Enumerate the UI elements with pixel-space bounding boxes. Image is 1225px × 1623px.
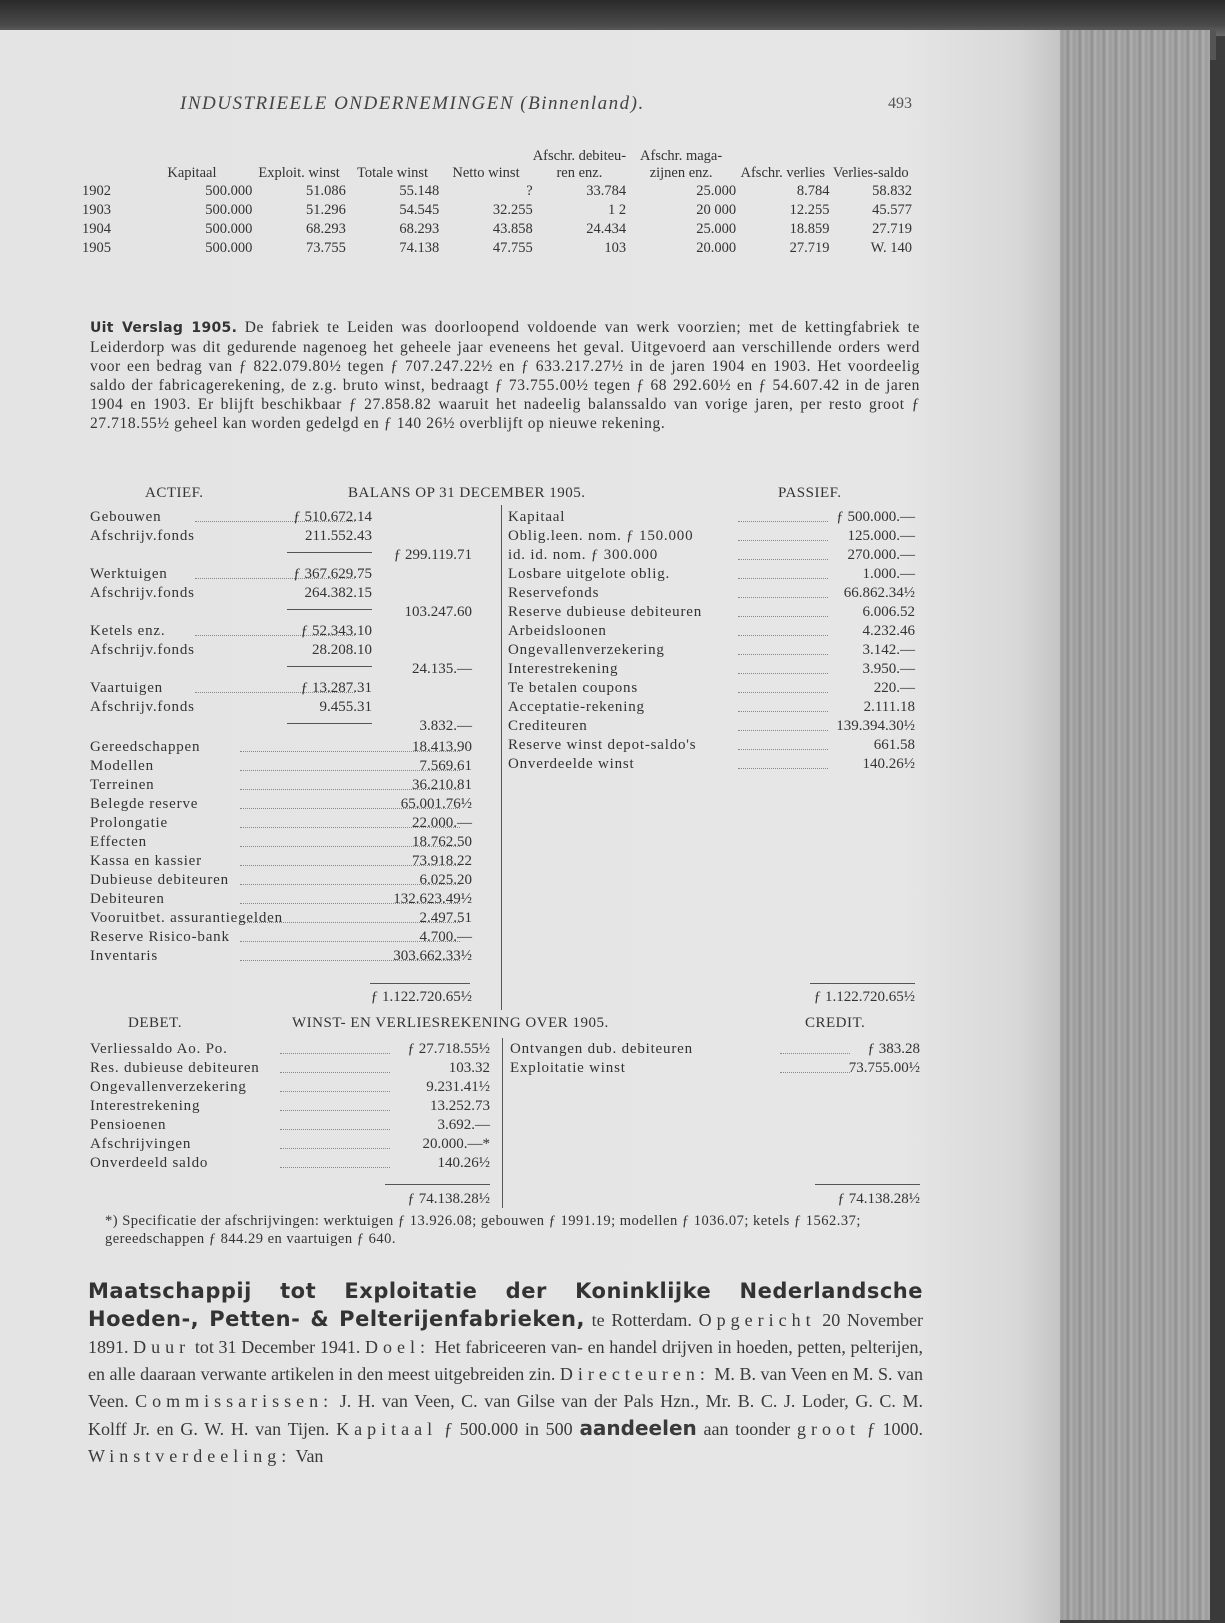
actief-item-row-amount: 18.762.50 <box>412 834 472 850</box>
debet-row <box>90 1059 490 1078</box>
balance-title: BALANS OP 31 DECEMBER 1905. <box>348 485 586 501</box>
passief-item-row-amount: 4.232.46 <box>862 623 915 639</box>
duur-value: tot 31 December 1941. <box>194 1337 361 1357</box>
passief-item-row-label: Onverdeelde winst <box>508 756 635 772</box>
credit-total-rule <box>815 1184 920 1185</box>
dot-leader <box>280 1097 390 1111</box>
actief-asset-row-amount: ƒ 367.629.75 <box>293 566 372 582</box>
debet-row-label: Ongevallenverzekering <box>90 1079 247 1095</box>
commissarissen-label: Commissarissen: <box>135 1391 334 1411</box>
stats-year: 1903 <box>82 202 111 218</box>
report-text: De fabriek te Leiden was doorloopend voldoende van werk voorzien; met de kettingfabriek te Leiderdorp was dit gedurende nagenoeg het geheele jaar eveneens het geval. Uitgevoerd aan verschillende orders werd voor een bedrag van ƒ 822.079.80½ tegen ƒ 707.247.22½ en ƒ 633.217.27½ in de jaren 1904 en 1903. Het voordeelig saldo der fabricagerekening, de z.g. bruto winst, bedraagt ƒ 73.755.00½ tegen ƒ 68 292.60½ en ƒ 54.607.42 in de jaren 1904 en 1903. Er blijft beschikbaar ƒ 27.858.82 waaruit het nadeelig balanssaldo van vorige jaren, per resto groot ƒ 27.718.55½ geheel kan worden gedelgd en ƒ 140 26½ overblijft op nieuwe rekening. <box>90 319 921 432</box>
stats-cell: 8.784 <box>796 183 830 199</box>
pl-title: WINST- EN VERLIESREKENING OVER 1905. <box>292 1015 609 1031</box>
stats-cell: 54.545 <box>399 202 440 218</box>
stats-cell: 500.000 <box>205 240 253 256</box>
aandeelen-rest: aan toonder <box>703 1419 791 1439</box>
dot-leader <box>280 1135 390 1149</box>
credit-total: ƒ 74.138.28½ <box>837 1191 920 1207</box>
page-number: 493 <box>888 95 912 112</box>
actief-item-row-amount: 18.413.90 <box>412 739 472 755</box>
actief-item-row-amount: 73.918.22 <box>412 853 472 869</box>
actief-item-row-label: Kassa en kassier <box>90 853 202 869</box>
actief-asset-row-label: Ketels enz. <box>90 623 166 639</box>
actief-net-value: 24.135.— <box>412 661 472 677</box>
report-lead: Uit Verslag 1905. <box>90 320 238 336</box>
passief-item-row-amount: 66.862.34½ <box>843 585 915 601</box>
dot-leader <box>280 1040 390 1054</box>
stats-cell: 25.000 <box>696 221 737 237</box>
actief-item-row-label: Belegde reserve <box>90 796 199 812</box>
actief-total: ƒ 1.122.720.65½ <box>370 989 472 1005</box>
stats-cell: 33.784 <box>586 183 627 199</box>
stats-cell: 500.000 <box>205 183 253 199</box>
passief-item-row-label: Crediteuren <box>508 718 588 734</box>
col-afschr-debiteuren: Afschr. debiteu-ren enz. <box>532 148 627 181</box>
debet-heading: DEBET. <box>128 1015 182 1031</box>
actief-item-row-label: Dubieuse debiteuren <box>90 872 229 888</box>
passief-item-row-amount: 6.006.52 <box>862 604 915 620</box>
passief-item-row-label: Reserve dubieuse debiteuren <box>508 604 703 620</box>
commissarissen-value: J. H. van Veen, C. van Gilse van der Pals Hzn., Mr. B. C. J. Loder, G. C. M. Kolff Jr. en G. W. H. van Tijen. <box>88 1391 924 1439</box>
actief-depreciation-row-label: Afschrijv.fonds <box>90 528 195 544</box>
passief-item-row-amount: ƒ 500.000.— <box>836 509 915 525</box>
actief-item-row-amount: 132.623.49½ <box>393 891 472 907</box>
passief-item-row-amount: 140.26½ <box>862 756 915 772</box>
col-exploit-winst: Exploit. winst <box>258 165 340 181</box>
doel-value: Het fabriceeren van- en handel drijven in hoeden, petten, pelterijen, en alle daaraan verwante artikelen in den meest uitgebreiden zin. <box>88 1337 923 1384</box>
stats-cell: 20 000 <box>696 202 737 218</box>
stats-cell: 32.255 <box>492 202 533 218</box>
debet-row-label: Onverdeeld saldo <box>90 1155 209 1171</box>
pl-divider <box>502 1038 503 1208</box>
stats-cell: 27.719 <box>789 240 830 256</box>
company-entry <box>88 1278 923 1470</box>
stats-cell: 20.000 <box>696 240 737 256</box>
debet-row <box>90 1078 490 1097</box>
col-kapitaal: Kapitaal <box>167 165 217 181</box>
company-name: Maatschappij tot Exploitatie der Koninklijke Nederlandsche Hoeden-, Petten- & Pelterijenfabrieken, <box>88 1279 923 1331</box>
col-afschr-verlies: Afschr. verlies <box>740 165 826 181</box>
actief-item-row-amount: 2.497.51 <box>419 910 472 926</box>
actief-asset-row-label: Gebouwen <box>90 509 162 525</box>
stats-cell: 47.755 <box>492 240 533 256</box>
duur-label: Duur <box>133 1337 191 1357</box>
passief-total: ƒ 1.122.720.65½ <box>813 989 915 1005</box>
dot-leader <box>280 1116 390 1130</box>
passief-item-row-amount: 220.— <box>873 680 915 696</box>
actief-asset-row-amount: ƒ 510.672.14 <box>293 509 372 525</box>
stats-cell: 51.296 <box>305 202 346 218</box>
actief-item-row-label: Inventaris <box>90 948 158 964</box>
groot-label: groot <box>797 1419 860 1439</box>
actief-item-row-label: Vooruitbet. assurantiegelden <box>90 910 283 926</box>
stats-cell: 43.858 <box>492 221 533 237</box>
debet-row-label: Afschrijvingen <box>90 1136 192 1152</box>
stats-cell: 55.148 <box>399 183 440 199</box>
passief-item-row-amount: 270.000.— <box>847 547 915 563</box>
passief-item-row-amount: 2.111.18 <box>863 699 915 715</box>
passief-item-row-label: Ongevallenverzekering <box>508 642 665 658</box>
debet-row-amount: 103.32 <box>448 1060 490 1076</box>
col-verlies-saldo: Verlies-saldo <box>832 165 909 181</box>
actief-net-value: 103.247.60 <box>404 604 472 620</box>
actief-asset-row-amount: ƒ 13.287.31 <box>300 680 372 696</box>
credit-row-label: Exploitatie winst <box>510 1060 626 1076</box>
actief-item-row-label: Prolongatie <box>90 815 168 831</box>
actief-depreciation-row-amount: 211.552.43 <box>305 528 372 544</box>
directeuren-label: Directeuren: <box>559 1364 710 1384</box>
stats-cell: W. 140 <box>870 240 912 256</box>
credit-row <box>510 1059 920 1078</box>
debet-total: ƒ 74.138.28½ <box>407 1191 490 1207</box>
running-title: INDUSTRIEELE ONDERNEMINGEN (Binnenland). <box>180 93 645 114</box>
stats-cell: 68.293 <box>399 221 440 237</box>
actief-item-row-label: Terreinen <box>90 777 155 793</box>
actief-item-row-amount: 6.025.20 <box>419 872 472 888</box>
actief-depreciation-row-amount: 9.455.31 <box>319 699 372 715</box>
debet-row <box>90 1040 490 1059</box>
aandeelen-term: aandeelen <box>579 1416 697 1440</box>
dot-leader <box>280 1078 390 1092</box>
actief-net-value: 3.832.— <box>419 718 472 734</box>
col-netto-winst: Netto winst <box>452 165 520 181</box>
stats-cell: 12.255 <box>789 202 830 218</box>
stats-year: 1904 <box>82 221 111 237</box>
winstverdeeling-label: Winstverdeeling: <box>88 1446 292 1466</box>
actief-item-row-amount: 22.000.— <box>412 815 472 831</box>
stats-cell: 24.434 <box>586 221 627 237</box>
credit-row-label: Ontvangen dub. debiteuren <box>510 1041 693 1057</box>
credit-row-amount: ƒ 383.28 <box>867 1041 920 1057</box>
depreciation-footnote: *) Specificatie der afschrijvingen: werktuigen ƒ 13.926.08; gebouwen ƒ 1991.19; modellen ƒ 1036.07; ketels ƒ 1562.37; gereedschappen ƒ 844.29 en vaartuigen ƒ 640. <box>105 1213 861 1247</box>
passief-item-row-label: Losbare uitgelote oblig. <box>508 566 671 582</box>
actief-item-row-amount: 303.662.33½ <box>393 948 472 964</box>
stats-cell: 1 2 <box>608 202 627 218</box>
debet-row-amount: 9.231.41½ <box>426 1079 490 1095</box>
actief-item-row-label: Gereedschappen <box>90 739 201 755</box>
debet-row-label: Pensioenen <box>90 1117 167 1133</box>
stats-cell: 103 <box>604 240 627 256</box>
actief-asset-row-label: Vaartuigen <box>90 680 163 696</box>
actief-item-row-amount: 36.210.81 <box>412 777 472 793</box>
actief-item-row-label: Effecten <box>90 834 147 850</box>
doel-label: Doel: <box>364 1337 430 1357</box>
dot-leader <box>280 1059 390 1073</box>
debet-row <box>90 1154 490 1173</box>
debet-row <box>90 1116 490 1135</box>
stats-cell: 25.000 <box>696 183 737 199</box>
actief-depreciation-row-amount: 28.208.10 <box>312 642 372 658</box>
col-totale-winst: Totale winst <box>357 165 429 181</box>
debet-row <box>90 1135 490 1154</box>
stats-year: 1905 <box>82 240 111 256</box>
passief-heading: PASSIEF. <box>778 485 842 501</box>
stats-cell: 27.719 <box>872 221 912 237</box>
passief-item-row-label: Interestrekening <box>508 661 619 677</box>
actief-depreciation-row-label: Afschrijv.fonds <box>90 699 195 715</box>
debet-row-label: Interestrekening <box>90 1098 201 1114</box>
passief-item-row-label: id. id. nom. ƒ 300.000 <box>508 547 659 563</box>
opgericht-label: Opgericht <box>698 1310 816 1330</box>
stats-cell: 500.000 <box>205 221 253 237</box>
actief-item-row-amount: 4.700.— <box>419 929 472 945</box>
passief-item-row-label: Reservefonds <box>508 585 600 601</box>
debet-row-label: Res. dubieuse debiteuren <box>90 1060 260 1076</box>
col-afschr-magazijnen: Afschr. maga-zijnen enz. <box>640 148 723 181</box>
passief-item-row-amount: 3.142.— <box>862 642 915 658</box>
groot-value: ƒ 1000. <box>866 1419 923 1439</box>
debet-row-amount: 20.000.—* <box>422 1136 490 1152</box>
debet-row-amount: 140.26½ <box>437 1155 490 1171</box>
passief-item-row-label: Reserve winst depot-saldo's <box>508 737 697 753</box>
passief-item-row-amount: 1.000.— <box>862 566 915 582</box>
kapitaal-value: ƒ 500.000 in 500 <box>443 1419 573 1439</box>
passief-item-row-amount: 3.950.— <box>862 661 915 677</box>
actief-depreciation-row-label: Afschrijv.fonds <box>90 642 195 658</box>
credit-heading: CREDIT. <box>805 1015 866 1031</box>
passief-item-row-label: Te betalen coupons <box>508 680 638 696</box>
stats-cell: 45.577 <box>872 202 912 218</box>
passief-item-row-label: Oblig.leen. nom. ƒ 150.000 <box>508 528 694 544</box>
opgericht-value: 20 November 1891. <box>88 1310 923 1357</box>
passief-item-row-amount: 661.58 <box>873 737 915 753</box>
credit-row <box>510 1040 920 1059</box>
stats-year: 1902 <box>82 183 111 199</box>
passief-item-row-amount: 139.394.30½ <box>836 718 915 734</box>
passief-item-row-amount: 125.000.— <box>847 528 915 544</box>
actief-item-row-label: Debiteuren <box>90 891 165 907</box>
stats-cell: 58.832 <box>872 183 912 199</box>
actief-heading: ACTIEF. <box>145 485 204 501</box>
debet-row <box>90 1097 490 1116</box>
kapitaal-label: Kapitaal <box>336 1419 438 1439</box>
directeuren-value: M. B. van Veen en M. S. van Veen. <box>88 1364 924 1411</box>
actief-depreciation-row-amount: 264.382.15 <box>304 585 372 601</box>
actief-item-row-label: Modellen <box>90 758 154 774</box>
actief-depreciation-row-label: Afschrijv.fonds <box>90 585 195 601</box>
actief-net-value: ƒ 299.119.71 <box>393 547 472 563</box>
winstverdeeling-value: Van <box>295 1446 324 1466</box>
actief-asset-row-amount: ƒ 52.343.10 <box>300 623 372 639</box>
passief-item-row-label: Kapitaal <box>508 509 566 525</box>
stats-cell: 18.859 <box>789 221 830 237</box>
actief-item-row-amount: 65.001.76½ <box>400 796 472 812</box>
debet-total-rule <box>385 1184 490 1185</box>
debet-row-amount: 3.692.— <box>437 1117 490 1133</box>
company-location: te Rotterdam. <box>591 1310 692 1330</box>
actief-item-row-label: Reserve Risico-bank <box>90 929 230 945</box>
dot-leader <box>280 1154 390 1168</box>
stats-cell: 51.086 <box>305 183 346 199</box>
actief-item-row-amount: 7.569.61 <box>419 758 472 774</box>
debet-row-amount: 13.252.73 <box>430 1098 490 1114</box>
debet-row-label: Verliessaldo Ao. Po. <box>90 1041 228 1057</box>
stats-cell: 73.755 <box>305 240 346 256</box>
debet-row-amount: ƒ 27.718.55½ <box>407 1041 490 1057</box>
passief-item-row-label: Acceptatie-rekening <box>508 699 645 715</box>
stats-cell: 74.138 <box>399 240 440 256</box>
actief-asset-row-label: Werktuigen <box>90 566 168 582</box>
stats-cell: ? <box>526 183 533 199</box>
credit-row-amount: 73.755.00½ <box>848 1060 920 1076</box>
stats-cell: 500.000 <box>205 202 253 218</box>
passief-item-row-label: Arbeidsloonen <box>508 623 607 639</box>
stats-cell: 68.293 <box>305 221 346 237</box>
